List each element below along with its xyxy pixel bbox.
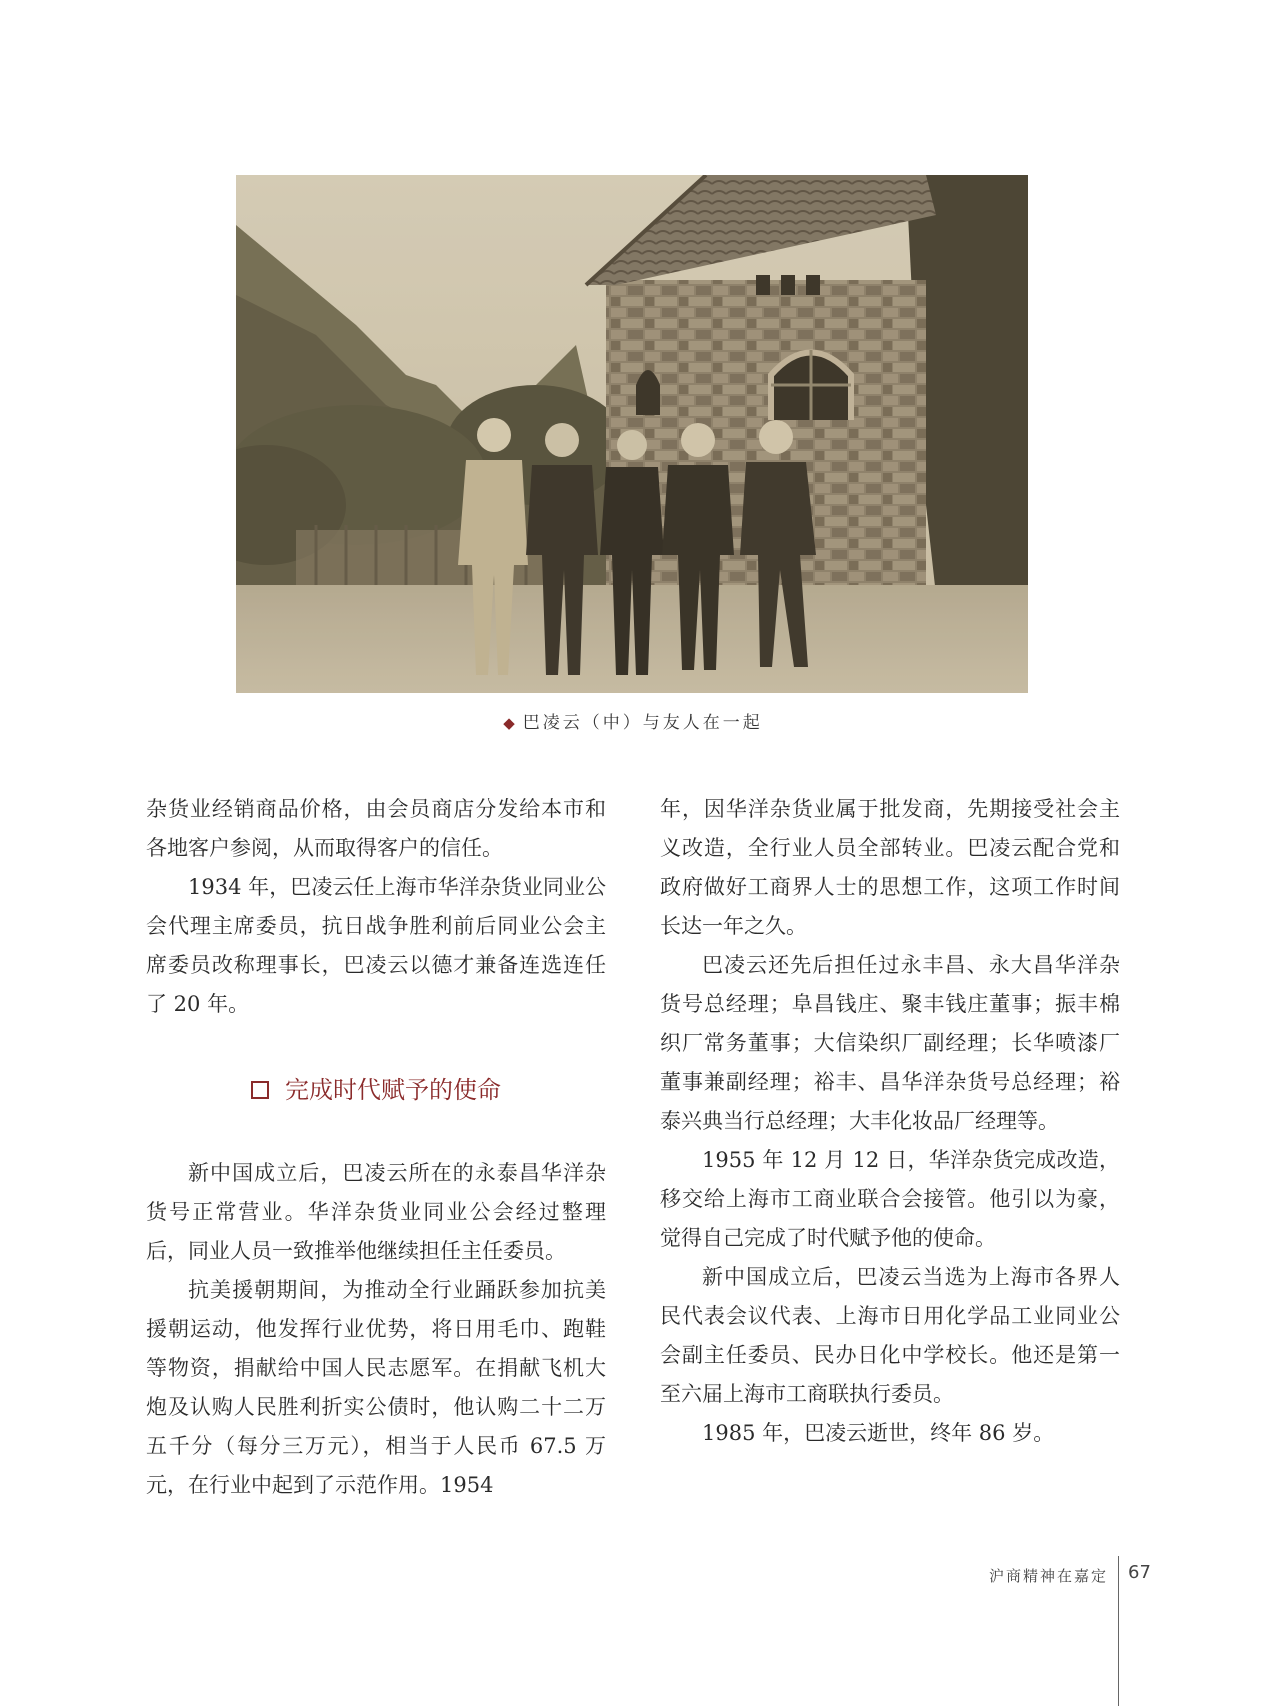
square-bullet-icon	[251, 1081, 269, 1099]
right-paragraph-3: 1955 年 12 月 12 日，华洋杂货完成改造，移交给上海市工商业联合会接管。他引以为豪，觉得自己完成了时代赋予他的使命。	[660, 1148, 1120, 1250]
right-paragraph-4: 新中国成立后，巴凌云当选为上海市各界人民代表会议代表、上海市日用化学品工业同业公会副主任委员、民办日化中学校长。他还是第一至六届上海市工商联执行委员。	[660, 1265, 1120, 1406]
left-column	[146, 790, 606, 1505]
right-paragraph-5: 1985 年，巴凌云逝世，终年 86 岁。	[702, 1421, 1055, 1445]
footer-divider	[1118, 1556, 1119, 1706]
caption-text: 巴凌云（中）与友人在一起	[522, 713, 763, 733]
right-paragraph-2: 巴凌云还先后担任过永丰昌、永大昌华洋杂货号总经理；阜昌钱庄、聚丰钱庄董事；振丰棉织厂常务董事；大信染织厂副经理；长华喷漆厂董事兼副经理；裕丰、昌华洋杂货号总经理；裕泰兴典当行总经理；大丰化妆品厂经理等。	[660, 953, 1120, 1133]
section-title: 完成时代赋予的使命	[285, 1075, 501, 1104]
caption-diamond-icon: ◆	[503, 714, 515, 732]
left-paragraph-4: 抗美援朝期间，为推动全行业踊跃参加抗美援朝运动，他发挥行业优势，将日用毛巾、跑鞋等物资，捐献给中国人民志愿军。在捐献飞机大炮及认购人民胜利折实公债时，他认购二十二万五千分（每分三万元），相当于人民币 67.5 万元，在行业中起到了示范作用。1954	[146, 1278, 606, 1497]
right-column	[660, 790, 1120, 1453]
section-heading	[146, 1070, 606, 1110]
photo-caption	[0, 708, 1266, 733]
right-paragraph-1: 年，因华洋杂货业属于批发商，先期接受社会主义改造，全行业人员全部转业。巴凌云配合党和政府做好工商界人士的思想工作，这项工作时间长达一年之久。	[660, 797, 1120, 938]
left-paragraph-3: 新中国成立后，巴凌云所在的永泰昌华洋杂货号正常营业。华洋杂货业同业公会经过整理后，同业人员一致推举他继续担任主任委员。	[146, 1161, 606, 1263]
running-footer-title: 沪商精神在嘉定	[988, 1567, 1108, 1585]
group-photo	[236, 175, 1028, 693]
left-paragraph-2: 1934 年，巴凌云任上海市华洋杂货业同业公会代理主席委员，抗日战争胜利前后同业公会主席委员改称理事长，巴凌云以德才兼备连选连任了 20 年。	[146, 875, 606, 1016]
page-number: 67	[1128, 1562, 1151, 1583]
group-photo-illustration	[236, 175, 1028, 693]
left-paragraph-1: 杂货业经销商品价格，由会员商店分发给本市和各地客户参阅，从而取得客户的信任。	[146, 797, 606, 860]
